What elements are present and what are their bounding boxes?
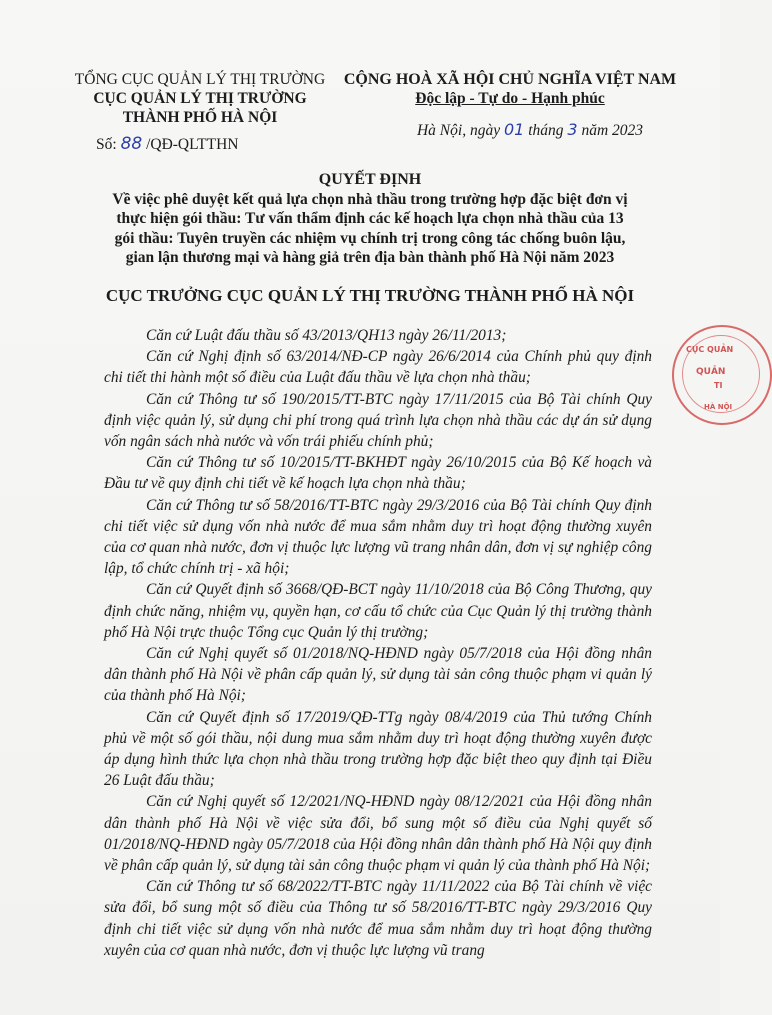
decision-subject-line: thực hiện gói thầu: Tư vấn thẩm định các kế hoạch lựa chọn nhà thầu của 13 bbox=[116, 210, 624, 228]
agency-header bbox=[60, 70, 340, 154]
date-month-label: tháng bbox=[528, 122, 564, 139]
legal-basis-paragraph: Căn cứ Thông tư số 58/2016/TT-BTC ngày 29/3/2016 của Bộ Tài chính Quy định chi tiết việc sử dụng vốn nhà nước để mua sắm nhằm duy trì hoạt động thường xuyên của cơ quan nhà nước, đơn vị thuộc lực lượng vũ trang nhân dân, đơn vị sự nghiệp công lập, tổ chức chính trị - xã hội; bbox=[104, 496, 652, 578]
legal-basis-paragraph: Căn cứ Quyết định số 17/2019/QĐ-TTg ngày 08/4/2019 của Thủ tướng Chính phủ về một số gói thầu, nội dung mua sắm nhằm duy trì hoạt động thường xuyên được áp dụng hình thức lựa chọn nhà thầu trong trường hợp đặc biệt theo quy định tại Điều 26 Luật đấu thầu; bbox=[104, 708, 652, 790]
red-seal-stamp bbox=[672, 325, 772, 425]
number-prefix: Số: bbox=[96, 136, 117, 153]
decision-subject-line: gian lận thương mại và hàng giả trên địa bàn thành phố Hà Nội năm 2023 bbox=[125, 249, 615, 267]
seal-text: CỤC QUẢN bbox=[686, 345, 734, 354]
date-month: 3 bbox=[567, 120, 578, 139]
document-date bbox=[340, 120, 680, 140]
document-body bbox=[104, 325, 652, 961]
agency-parent: TỔNG CỤC QUẢN LÝ THỊ TRƯỜNG bbox=[74, 71, 326, 88]
national-motto: Độc lập - Tự do - Hạnh phúc bbox=[415, 90, 605, 107]
document-number bbox=[60, 135, 340, 154]
number-handwritten: 88 bbox=[120, 134, 143, 154]
date-day: 01 bbox=[503, 120, 525, 139]
date-year: năm 2023 bbox=[581, 122, 644, 139]
agency-city: THÀNH PHỐ HÀ NỘI bbox=[122, 109, 278, 126]
date-prefix: Hà Nội, ngày bbox=[416, 122, 501, 139]
legal-basis-paragraph: Căn cứ Quyết định số 3668/QĐ-BCT ngày 11/10/2018 của Bộ Công Thương, quy định chức năng, nhiệm vụ, quyền hạn, cơ cấu tổ chức của Cục Quản lý thị trường thành phố Hà Nội trực thuộc Tổng cục Quản lý thị trường; bbox=[104, 581, 652, 641]
seal-text: TI bbox=[714, 381, 723, 390]
legal-basis-paragraph: Căn cứ Thông tư số 10/2015/TT-BKHĐT ngày 26/10/2015 của Bộ Kế hoạch và Đầu tư về quy định chi tiết về kế hoạch lựa chọn nhà thầu; bbox=[104, 454, 652, 493]
national-header bbox=[340, 70, 680, 140]
legal-basis-paragraph: Căn cứ Nghị định số 63/2014/NĐ-CP ngày 26/6/2014 của Chính phủ quy định chi tiết thi hành một số điều của Luật đấu thầu về lựa chọn nhà thầu; bbox=[104, 348, 652, 387]
decision-subject-line: gói thầu: Tuyên truyền các nhiệm vụ chính trị trong công tác chống buôn lậu, bbox=[114, 229, 626, 247]
issuing-authority: CỤC TRƯỞNG CỤC QUẢN LÝ THỊ TRƯỜNG THÀNH PHỐ HÀ NỘI bbox=[105, 286, 635, 305]
decision-title: QUYẾT ĐỊNH bbox=[318, 171, 422, 188]
number-suffix: /QĐ-QLTTHN bbox=[146, 136, 239, 153]
decision-heading bbox=[90, 170, 650, 268]
seal-text: QUẢN bbox=[696, 367, 726, 377]
country-name: CỘNG HOÀ XÃ HỘI CHỦ NGHĨA VIỆT NAM bbox=[343, 71, 677, 88]
legal-basis-paragraph: Căn cứ Thông tư số 68/2022/TT-BTC ngày 11/11/2022 của Bộ Tài chính về việc sửa đổi, bổ sung một số điều của Thông tư số 58/2016/TT-BTC ngày 29/3/2016 Quy định chi tiết việc sử dụng vốn nhà nước để mua sắm nhằm duy trì hoạt động thường xuyên của cơ quan nhà nước, đơn vị thuộc lực lượng vũ trang bbox=[104, 878, 652, 959]
legal-basis-paragraph: Căn cứ Nghị quyết số 01/2018/NQ-HĐND ngày 05/7/2018 của Hội đồng nhân dân thành phố Hà Nội về phân cấp quản lý, sử dụng tài sản công thuộc phạm vi quản lý của thành phố Hà Nội; bbox=[104, 645, 652, 705]
agency-name: CỤC QUẢN LÝ THỊ TRƯỜNG bbox=[93, 90, 307, 107]
decision-subject-line: Về việc phê duyệt kết quả lựa chọn nhà thầu trong trường hợp đặc biệt đơn vị bbox=[112, 190, 628, 208]
legal-basis-paragraph: Căn cứ Thông tư số 190/2015/TT-BTC ngày 17/11/2015 của Bộ Tài chính Quy định việc quản lý, sử dụng chi phí trong quá trình lựa chọn nhà thầu các dự án sử dụng vốn ngân sách nhà nước và vốn trái phiếu chính phủ; bbox=[104, 390, 652, 451]
legal-basis-paragraph: Căn cứ Luật đấu thầu số 43/2013/QH13 ngày 26/11/2013; bbox=[146, 327, 507, 344]
legal-basis-paragraph: Căn cứ Nghị quyết số 12/2021/NQ-HĐND ngày 08/12/2021 của Hội đồng nhân dân thành phố Hà Nội về việc sửa đổi, bổ sung một số điều của Nghị quyết số 01/2018/NQ-HĐND ngày 05/7/2018 của Hội đồng nhân dân thành phố Hà Nội quy định về phân cấp quản lý, sử dụng tài sản công thuộc phạm vi quản lý của thành phố Hà Nội; bbox=[104, 793, 652, 875]
seal-text: HÀ NỘI bbox=[704, 403, 733, 411]
